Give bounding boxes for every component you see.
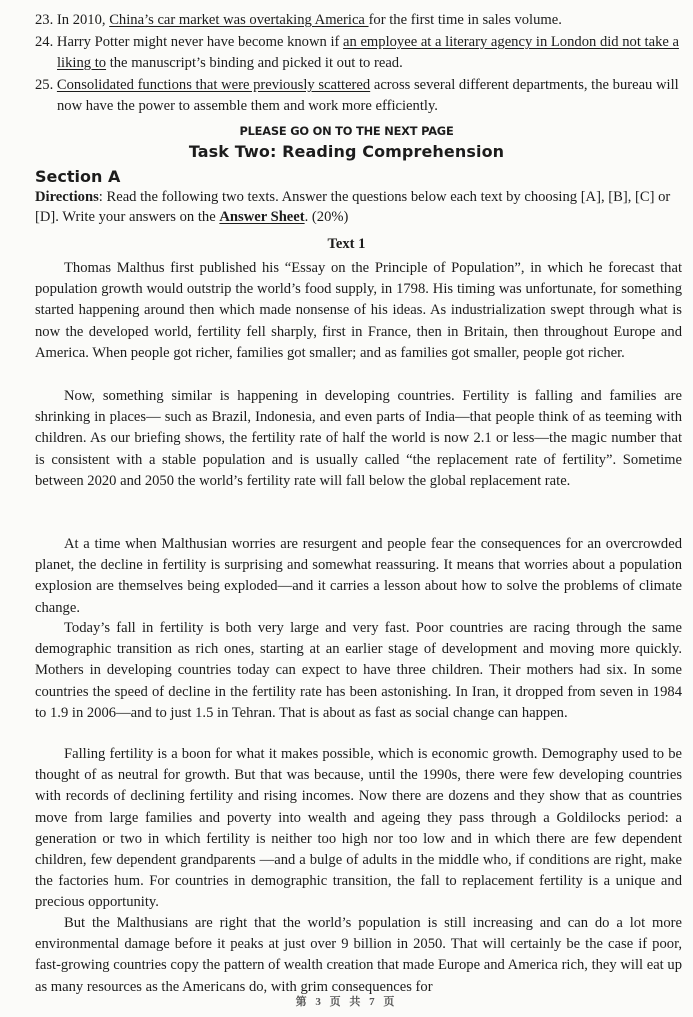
text-title: Text 1	[327, 236, 366, 252]
directions-text: : Read the following two texts. Answer the questions below each text by choosing [A], [B], [C] or [D]. Write your answers on the	[35, 189, 671, 225]
directions	[35, 187, 683, 227]
task-title: Task Two: Reading Comprehension	[188, 142, 505, 161]
question-number: 24.	[35, 34, 54, 50]
directions-text-after: . (20%)	[304, 209, 349, 225]
question-text-before: Harry Potter might never have become known if	[56, 34, 344, 50]
question-number: 25.	[35, 77, 54, 93]
paragraph-3: At a time when Malthusian worries are resurgent and people fear the consequences for an overcrowded planet, the decline in fertility is surprising and somewhat reassuring. It means that worries about a population explosion are themselves being exploded—and it carries a lesson about how to solve the problems of climate change.	[35, 536, 682, 616]
paragraph-2: Now, something similar is happening in developing countries. Fertility is falling and families are shrinking in places— such as Brazil, Indonesia, and even parts of India—that people think of as teeming with children. As our briefing shows, the fertility rate of half the world is now 2.1 or less—the magic number that is consistent with a stable population and is usually called “the replacement rate of fertility”. Sometime between 2020 and 2050 the world’s fertility rate will fall below the global replacement rate.	[35, 388, 682, 489]
page-footer: 第 3 页 共 7 页	[295, 996, 398, 1008]
answer-sheet-reference: Answer Sheet	[219, 209, 305, 225]
paragraph-4: Today’s fall in fertility is both very large and very fast. Poor countries are racing through the same demographic transition as rich ones, starting at an earlier stage of development and moving more quickly. Mothers in developing countries today can expect to have three children. Their mothers had six. In some countries the speed of decline in the fertility rate has been astonishing. In Iran, it dropped from seven in 1984 to 1.9 in 2006—and to just 1.5 in Tehran. That is about as fast as social change can happen.	[35, 620, 682, 721]
question-text-before: In 2010,	[56, 12, 110, 28]
question-underlined-phrase: an employee at a literary agency in London did not take a liking to	[57, 34, 679, 71]
question-23	[35, 10, 683, 31]
paragraph-1: Thomas Malthus first published his “Essay on the Principle of Population”, in which he forecast that population growth would outstrip the world’s food supply, in 1798. His timing was unfortunate, for something started happening around then which made nonsense of his ideas. As industrialization swept through what is now the developed world, fertility fell sharply, first in France, then in Britain, then throughout Europe and America. When people got richer, families got smaller; and as families got smaller, people got richer.	[35, 260, 682, 361]
question-24	[35, 32, 683, 74]
question-underlined-phrase: Consolidated functions that were previously scattered	[56, 77, 371, 93]
question-underlined-phrase: China’s car market was overtaking America	[109, 12, 369, 28]
section-title: Section A	[35, 167, 121, 186]
question-25	[35, 75, 683, 117]
question-number: 23.	[35, 12, 54, 28]
question-text-after: across several different departments, the bureau will now have the power to assemble them and work more efficiently.	[57, 77, 679, 114]
paragraph-6: But the Malthusians are right that the world’s population is still increasing and can do a lot more environmental damage before it peaks at just over 9 billion in 2050. That will certainly be the case if poor, fast-growing countries copy the pattern of wealth creation that made Europe and America rich, they will eat up as many resources as the Americans do, with grim consequences for	[35, 915, 682, 995]
directions-label: Directions	[35, 189, 99, 205]
next-page-notice: PLEASE GO ON TO THE NEXT PAGE	[239, 124, 454, 138]
question-text-after: the manuscript’s binding and picked it out to read.	[106, 55, 403, 71]
question-text-after: for the first time in sales volume.	[368, 12, 562, 28]
paragraph-5: Falling fertility is a boon for what it makes possible, which is economic growth. Demography used to be thought of as neutral for growth. But that was because, until the 1990s, there were few developing countries with records of declining fertility and rising incomes. Now there are dozens and they show that as countries move from large families and poverty into wealth and ageing they pass through a Goldilocks period: a generation or two in which fertility is neither too high nor too low and in which there are few dependent children, few dependent grandparents —and a bulge of adults in the middle who, if conditions are right, make the factories hum. For countries in demographic transition, the fall to replacement fertility is a unique and precious opportunity.	[35, 746, 682, 911]
